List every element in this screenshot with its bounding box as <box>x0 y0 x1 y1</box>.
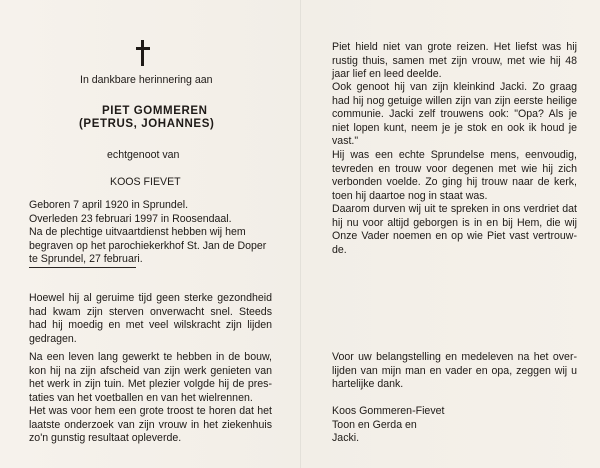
left-paragraph-1: Hoewel hij al geruime tijd geen sterke gezondheid had kwam zijn sterven onverwacht snel. Steeds had hij moedig en met veel wilskracht zijn lijden gedragen. <box>29 292 272 345</box>
signature-spouse: Koos Gommeren-Fievet <box>332 405 445 417</box>
left-paragraph-2: Na een leven lang gewerkt te hebben in de bouw, kon hij na zijn afscheid van zijn werk genieten van het werk in zijn tuin. Met plezier volgde hij de pres- taties van het voetballen en van het wielrennen. <box>29 351 272 404</box>
spouse-intro: echtgenoot van <box>107 149 180 161</box>
right-paragraph-1: Piet hield niet van grote reizen. Het liefst was hij rustig thuis, samen met zijn vrouw, met wie hij 48 jaar lief en leed deelde. <box>332 41 577 81</box>
center-fold <box>300 0 301 468</box>
thanks-paragraph: Voor uw belangstelling en medeleven na het over- lijden van mijn man en vader en opa, zeggen wij u hartelijke dank. <box>332 351 577 391</box>
left-paragraph-3: Het was voor hem een grote troost te horen dat het laatste onderzoek van zijn vrouw in het ziekenhuis zo'n gunstig resultaat opleverde. <box>29 405 272 445</box>
dates-block <box>29 199 266 267</box>
cross-icon <box>136 40 150 66</box>
spouse-name: KOOS FIEVET <box>110 176 181 188</box>
deceased-full-name: (PETRUS, JOHANNES) <box>79 118 215 130</box>
right-paragraph-4: Daarom durven wij uit te spreken in ons verdriet dat hij nu voor altijd geborgen is in en bij Hem, die wij Onze Vader noemen en op wie Piet vast vertrouw- de. <box>332 203 577 256</box>
signatures <box>332 405 444 446</box>
burial-line: begraven op het parochiekerkhof St. Jan de Doper <box>29 239 267 252</box>
signature-children: Toon en Gerda en <box>332 418 417 431</box>
deceased-name: PIET GOMMEREN <box>102 105 208 117</box>
right-paragraph-3: Hij was een echte Sprundelse mens, eenvoudig, tevreden en trouw voor degenen met wie hij zich verbonden voelde. Zo ging hij trouw naar de kerk, toen hij daartoe nog in staat was. <box>332 149 577 202</box>
signature-grandchild: Jacki. <box>332 432 360 445</box>
birth-line: Geboren 7 april 1920 in Sprundel. <box>29 199 189 211</box>
intro-text: In dankbare herinnering aan <box>80 74 213 86</box>
funeral-line: Na de plechtige uitvaartdienst hebben wij hem <box>29 226 246 239</box>
burial-date-line: te Sprundel, 27 februari. <box>29 253 143 266</box>
death-line: Overleden 23 februari 1997 in Roosendaal. <box>29 212 232 225</box>
right-paragraph-2: Ook genoot hij van zijn kleinkind Jacki. Zo graag had hij nog getuige willen zijn van zijn eerste heilige communie. Jacki zelf trouwens ook: "Opa? Als je niet lopen kunt, neem je je stok en ook ik houd je vast." <box>332 81 577 148</box>
separator-line <box>29 267 136 268</box>
